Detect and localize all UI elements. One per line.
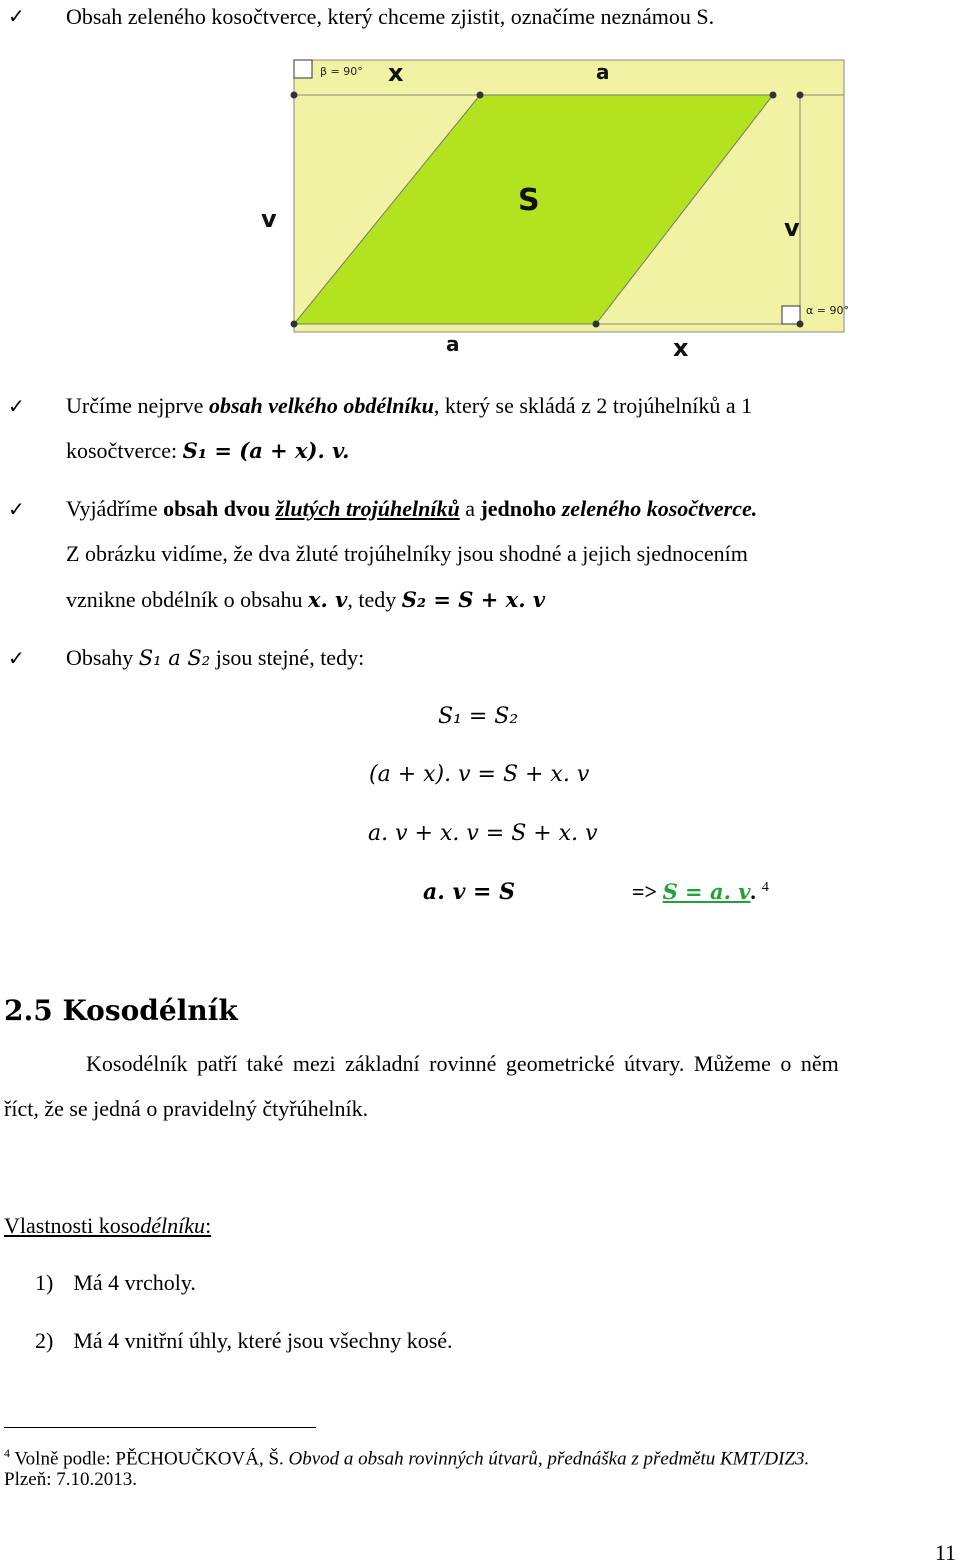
check-icon: ✓ xyxy=(8,497,25,521)
a-bottom-label: a xyxy=(446,332,460,356)
list-item: 1) Má 4 vrcholy. xyxy=(35,1270,196,1295)
vertex xyxy=(770,92,777,99)
v-left-label: v xyxy=(261,205,277,233)
x-top-label: x xyxy=(388,59,404,87)
check-icon: ✓ xyxy=(8,646,25,670)
equation-4: a. v = S xyxy=(423,879,515,905)
beta-label: β = 90° xyxy=(320,65,363,78)
equation-2: (a + x). v = S + x. v xyxy=(369,762,590,787)
s-label: S xyxy=(518,183,540,218)
check-icon: ✓ xyxy=(8,394,25,418)
bullet-2-line-2: kosočtverce: S₁ = (a + x). v. xyxy=(66,438,350,463)
equation-result: => S = a. v. $^4$ xyxy=(632,879,769,904)
footnote-separator xyxy=(4,1427,316,1428)
properties-title: Vlastnosti kosodélníku: xyxy=(4,1213,212,1238)
vertex xyxy=(477,92,484,99)
v-right-label: v xyxy=(784,214,800,242)
page-number: 11 xyxy=(934,1540,956,1565)
section-para-line-1: Kosodélník patří také mezi základní rovinné geometrické útvary. Můžeme o něm xyxy=(86,1051,839,1076)
footnote-ref: 4 xyxy=(761,879,769,895)
footnote-line-1: $^4$ Volně podle: PĚCHOUČKOVÁ, Š. Obvod a obsah rovinných útvarů, přednáška z předmětu KMT/DIZ3. xyxy=(4,1446,810,1470)
section-para-line-2: říct, že se jedná o pravidelný čtyřúhelník. xyxy=(4,1096,369,1121)
list-item: 2) Má 4 vnitřní úhly, které jsou všechny kosé. xyxy=(35,1328,453,1353)
formula-s1: S₁ = (a + x). v. xyxy=(182,438,350,463)
footnote-line-2: Plzeň: 7.10.2013. xyxy=(4,1469,137,1490)
bullet-3-line-3: vznikne obdélník o obsahu x. v, tedy S₂ = S + x. v xyxy=(66,587,546,612)
bullet-2-line-1: Určíme nejprve obsah velkého obdélníku, který se skládá z 2 trojúhelníků a 1 xyxy=(66,393,753,418)
vertex xyxy=(291,92,298,99)
vertex xyxy=(593,321,600,328)
bullet-3-line-2: Z obrázku vidíme, že dva žluté trojúhelníky jsou shodné a jejich sjednocením xyxy=(66,541,748,566)
equation-1: S₁ = S₂ xyxy=(438,704,519,729)
section-heading: 2.5 Kosodélník xyxy=(4,994,238,1027)
alpha-label: α = 90° xyxy=(806,304,849,317)
check-icon: ✓ xyxy=(8,4,25,28)
bullet-3-line-1: Vyjádříme obsah dvou žlutých trojúhelníků a jednoho zeleného kosočtverce. xyxy=(66,496,758,521)
vertex xyxy=(797,321,804,328)
result-formula: S = a. v xyxy=(662,879,751,904)
a-top-label: a xyxy=(596,60,610,84)
bullet-1-text: Obsah zeleného kosočtverce, který chceme zjistit, označíme neznámou S. xyxy=(66,4,715,29)
rhombus-figure xyxy=(261,55,850,365)
vertex xyxy=(291,321,298,328)
bullet-4-text: Obsahy S₁ a S₂ jsou stejné, tedy: xyxy=(66,645,365,670)
right-angle-mark-beta xyxy=(294,60,312,78)
formula-s2: S₂ = S + x. v xyxy=(401,587,546,612)
right-angle-mark-alpha xyxy=(782,306,800,324)
x-bottom-label: x xyxy=(673,334,689,362)
equation-3: a. v + x. v = S + x. v xyxy=(368,821,598,846)
vertex xyxy=(797,92,804,99)
